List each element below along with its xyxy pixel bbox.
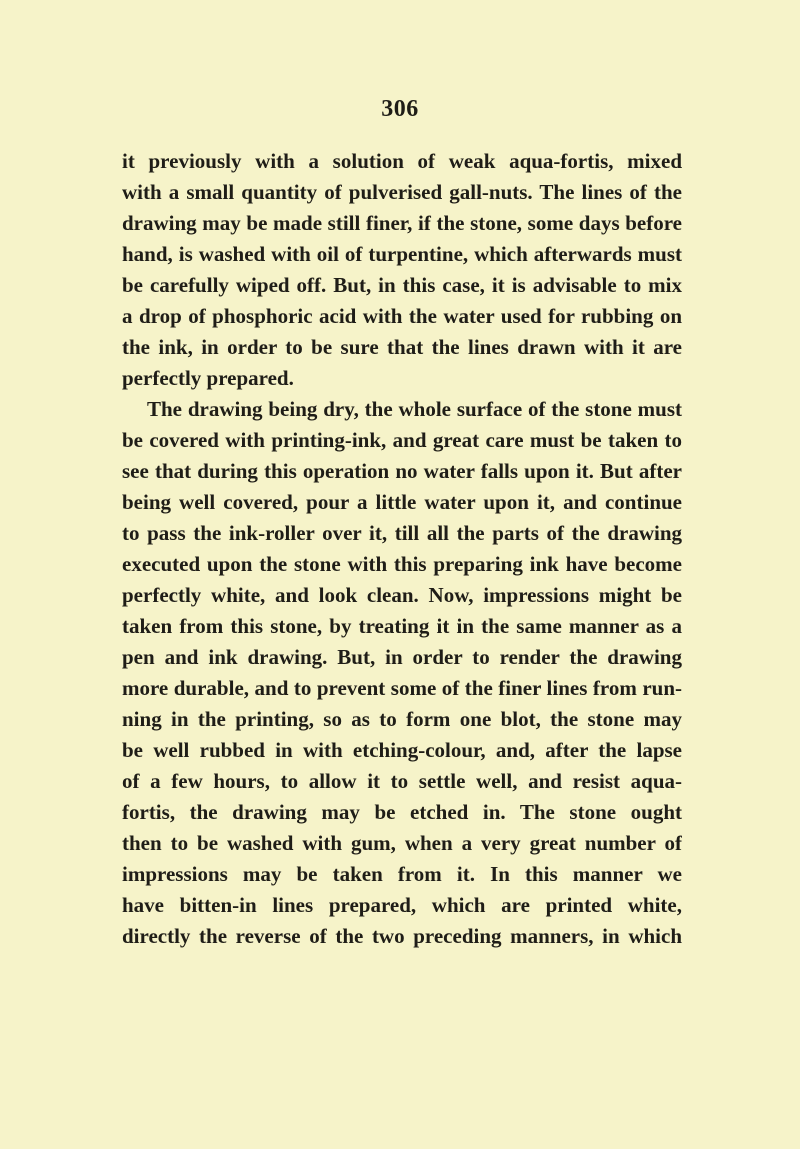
paragraph-2 xyxy=(122,394,682,952)
text-line: be well rubbed in with etching-colour, and, after the lapse xyxy=(122,738,682,762)
text-line: a drop of phosphoric acid with the water used for rubbing on xyxy=(122,304,682,328)
page-number: 306 xyxy=(381,96,419,122)
text-line: The drawing being dry, the whole surface of the stone must xyxy=(147,397,682,421)
text-line: to pass the ink-roller over it, till all the parts of the drawing xyxy=(122,521,682,545)
text-line: with a small quantity of pulverised gall-nuts. The lines of the xyxy=(122,180,682,204)
text-line: drawing may be made still finer, if the stone, some days before xyxy=(122,211,682,235)
text-line: fortis, the drawing may be etched in. The stone ought xyxy=(122,800,682,824)
paragraph-1 xyxy=(122,146,682,394)
text-line: ning in the printing, so as to form one blot, the stone may xyxy=(122,707,682,731)
text-line: of a few hours, to allow it to settle well, and resist aqua- xyxy=(122,769,682,793)
text-line: then to be washed with gum, when a very great number of xyxy=(122,831,682,855)
text-line: pen and ink drawing. But, in order to render the drawing xyxy=(122,645,682,669)
text-line: impressions may be taken from it. In this manner we xyxy=(122,862,682,886)
text-line: being well covered, pour a little water upon it, and continue xyxy=(122,490,682,514)
text-line: executed upon the stone with this preparing ink have become xyxy=(122,552,682,576)
text-line: taken from this stone, by treating it in the same manner as a xyxy=(122,614,682,638)
text-line: it previously with a solution of weak aqua-fortis, mixed xyxy=(122,149,682,173)
text-line: see that during this operation no water falls upon it. But after xyxy=(122,459,682,483)
text-line: perfectly prepared. xyxy=(122,366,294,390)
text-line: hand, is washed with oil of turpentine, which afterwards must xyxy=(122,242,682,266)
text-line: more durable, and to prevent some of the finer lines from run- xyxy=(122,676,682,700)
text-line: be carefully wiped off. But, in this case, it is advisable to mix xyxy=(122,273,682,297)
text-line: have bitten-in lines prepared, which are printed white, xyxy=(122,893,682,917)
text-line: the ink, in order to be sure that the lines drawn with it are xyxy=(122,335,682,359)
text-line: directly the reverse of the two preceding manners, in which xyxy=(122,924,682,948)
text-line: perfectly white, and look clean. Now, impressions might be xyxy=(122,583,682,607)
text-line: be covered with printing-ink, and great care must be taken to xyxy=(122,428,682,452)
